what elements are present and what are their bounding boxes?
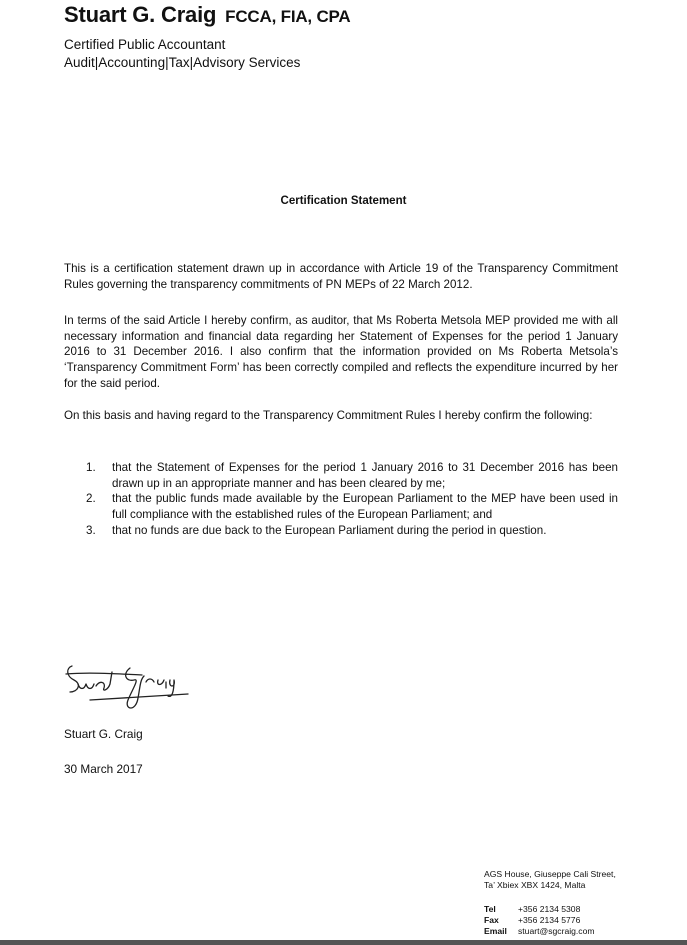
fax-label: Fax [484,915,499,925]
list-number: 3. [86,523,96,537]
letterhead-profession: Certified Public Accountant [64,37,226,52]
list-text: that the public funds made available by the European Parliament to the MEP have been used in full compliance with the established rules of the European Parliament; and [112,492,618,522]
list-number: 2. [86,492,96,506]
signature-date: 30 March 2017 [64,762,143,776]
handwritten-signature-icon [60,660,200,715]
letterhead-name [64,2,351,28]
letterhead-services: Audit|Accounting|Tax|Advisory Services [64,55,301,70]
email-value: stuart@sgcraig.com [518,926,595,936]
document-title: Certification Statement [280,195,407,207]
footer-address-line2: Ta’ Xbiex XBX 1424, Malta [484,880,586,890]
signatory-name: Stuart G. Craig [64,727,143,741]
paragraph-basis: On this basis and having regard to the Transparency Commitment Rules I hereby confirm the following: [64,409,593,422]
paragraph-intro: This is a certification statement drawn up in accordance with Article 19 of the Transparency Commitment Rules governing the transparency commitments of PN MEPs of 22 March 2012. [64,262,618,291]
email-label: Email [484,926,507,936]
footer-email [484,926,595,938]
author-credentials: FCCA, FIA, CPA [225,7,351,26]
confirmation-list [86,460,618,539]
list-item [86,491,618,522]
list-item [86,523,618,539]
author-name: Stuart G. Craig [64,2,217,27]
list-item [86,460,618,491]
list-number: 1. [86,461,96,474]
footer-tel [484,904,580,916]
paragraph-confirmation: In terms of the said Article I hereby confirm, as auditor, that Ms Roberta Metsola MEP provided me with all necessary information and financial data regarding her Statement of Expenses for the period 1 January 2016 to 31 December 2016. I also confirm that the information provided on Ms Roberta Metsola’s ‘Transparency Commitment Form’ has been correctly compiled and reflects the expenditure incurred by her for the said period. [64,314,618,390]
fax-value: +356 2134 5776 [518,915,581,925]
footer-address-line1: AGS House, Giuseppe Cali Street, [484,869,616,879]
list-text: that the Statement of Expenses for the period 1 January 2016 to 31 December 2016 has been drawn up in an appropriate manner and has been cleared by me; [112,461,618,490]
page-bottom-border [0,940,687,945]
footer-fax [484,915,580,927]
list-text: that no funds are due back to the European Parliament during the period in question. [112,523,547,537]
tel-label: Tel [484,904,496,914]
tel-value: +356 2134 5308 [518,904,581,914]
